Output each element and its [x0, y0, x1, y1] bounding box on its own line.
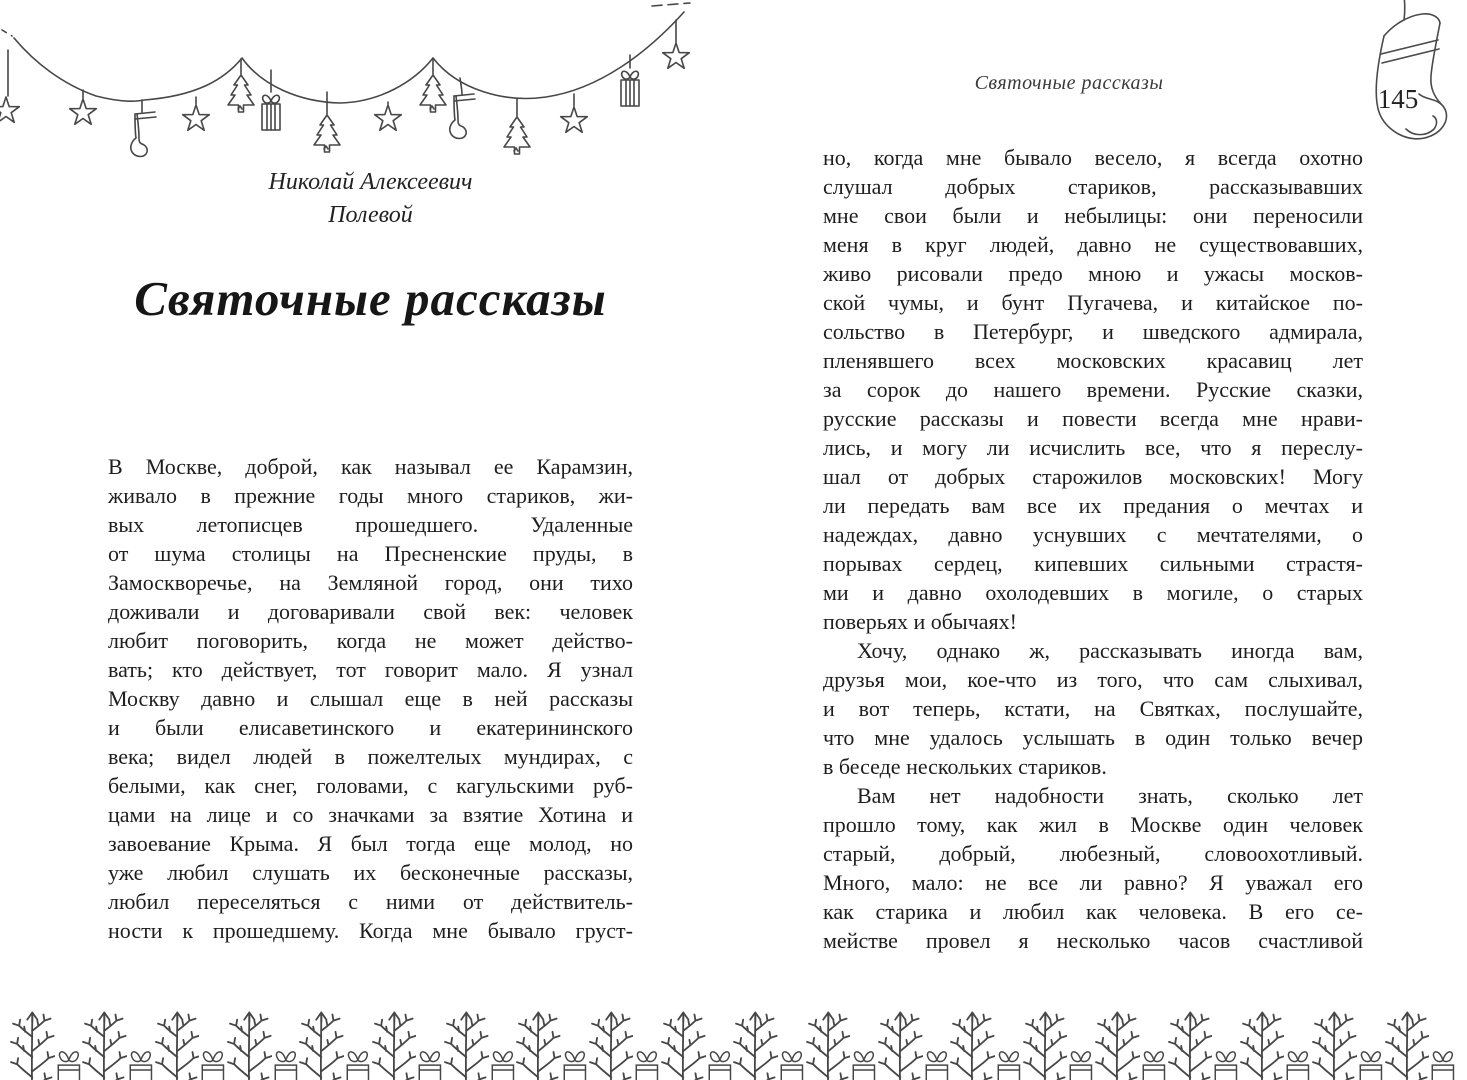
text-line: мействе провел я несколько часов счастливой — [823, 928, 1363, 953]
stocking-icon — [1404, 0, 1405, 20]
text-line: Москву давно и слышал еще в ней рассказы — [108, 686, 633, 711]
text-line: и вот теперь, кстати, на Святках, послушайте, — [823, 696, 1363, 721]
text-line: вых летописцев прошедшего. Удаленные — [108, 512, 633, 537]
left-page-text — [108, 452, 633, 945]
author-name — [108, 166, 633, 232]
text-line: как старика и любил как человека. В его се- — [823, 899, 1363, 924]
text-line: слушал добрых стариков, рассказывавших — [823, 174, 1363, 199]
twig-tree-icon — [589, 1004, 634, 1080]
text-line: Хочу, однако ж, рассказывать иногда вам, — [857, 638, 1363, 663]
twig-tree-icon — [155, 1004, 200, 1080]
text-line: живало в прежние годы много стариков, жи- — [108, 483, 633, 508]
twig-tree-icon — [661, 1004, 706, 1080]
gift-icon — [1284, 1046, 1312, 1080]
text-line: века; видел людей в пожелтелых мундирах, с — [108, 744, 633, 769]
text-line: что мне удалось услышать в один только вечер — [823, 725, 1363, 750]
text-line: ской чумы, и бунт Пугачева, и китайское по- — [823, 290, 1363, 315]
text-line: сольство в Петербург, и шведского адмирала, — [823, 319, 1363, 344]
text-line: друзья мои, кое-что из того, что сам слыхивал, — [823, 667, 1363, 692]
twig-tree-icon — [227, 1004, 272, 1080]
text-line: живо рисовали предо мною и ужасы москов- — [823, 261, 1363, 286]
twig-tree-icon — [444, 1004, 489, 1080]
text-line: любил переселяться с ними от действитель- — [108, 889, 633, 914]
text-line: лись, и могу ли исчислить все, что я переслу- — [823, 435, 1363, 460]
text-line: уже любил слушать их бесконечные рассказы, — [108, 860, 633, 885]
author-line: Николай Алексеевич — [268, 169, 473, 195]
text-line: в беседе нескольких стариков. — [823, 754, 1107, 779]
right-page-text — [823, 143, 1363, 955]
text-line: доживали и договаривали свой век: человек — [108, 599, 633, 624]
text-line: мне свои были и небылицы: они переносили — [823, 203, 1363, 228]
gift-icon — [272, 1046, 300, 1080]
text-line: пленявшего всех московских красавиц лет — [823, 348, 1363, 373]
gift-icon — [1212, 1046, 1240, 1080]
christmas-tree-icon — [314, 115, 340, 152]
gift-icon — [561, 1046, 589, 1080]
christmas-tree-icon — [504, 117, 530, 154]
gift-icon — [127, 1046, 155, 1080]
text-line: порывах сердец, кипевших сильными страстя- — [823, 551, 1363, 576]
text-line: за сорок до нашего времени. Русские сказки, — [823, 377, 1363, 402]
stocking-icon — [450, 94, 475, 139]
text-line: завоевание Крыма. Я был тогда еще молод, но — [108, 831, 633, 856]
gift-icon — [262, 95, 280, 130]
gift-icon — [1067, 1046, 1095, 1080]
gift-icon — [416, 1046, 444, 1080]
text-line: но, когда мне бывало весело, я всегда охотно — [823, 145, 1363, 170]
text-line: Вам нет надобности знать, сколько лет — [857, 783, 1363, 808]
text-line: ми и давно охолодевших в могиле, о старых — [823, 580, 1363, 605]
christmas-tree-icon — [228, 75, 254, 112]
twig-tree-icon — [1023, 1004, 1068, 1080]
twig-tree-icon — [372, 1004, 417, 1080]
text-line: меня в круг людей, давно не существовавших, — [823, 232, 1363, 257]
star-icon — [663, 43, 690, 68]
gift-icon — [995, 1046, 1023, 1080]
star-icon — [183, 105, 210, 130]
gift-icon — [344, 1046, 372, 1080]
stocking-icon — [131, 112, 156, 157]
text-line: поверьях и обычаях! — [823, 609, 1017, 634]
gift-icon — [923, 1046, 951, 1080]
text-line: белыми, как снег, головами, с кагульскими руб- — [108, 773, 633, 798]
gift-icon — [850, 1046, 878, 1080]
text-line: старый, добрый, любезный, словоохотливый. — [823, 841, 1363, 866]
paragraph — [823, 781, 1363, 955]
author-line: Полевой — [328, 202, 413, 228]
twig-tree-icon — [1240, 1004, 1285, 1080]
twig-tree-icon — [950, 1004, 995, 1080]
twig-tree-icon — [878, 1004, 923, 1080]
gift-icon — [1429, 1046, 1457, 1080]
text-line: русские рассказы и повести всегда мне нрави- — [823, 406, 1363, 431]
text-line: надеждах, давно уснувших с мечтателями, о — [823, 522, 1363, 547]
text-line: цами на лице и со значками за взятие Хотина и — [108, 802, 633, 827]
running-header: Святочные рассказы — [974, 72, 1164, 94]
page-title: Святочные рассказы — [134, 271, 607, 326]
star-icon — [70, 99, 97, 124]
gift-icon — [55, 1046, 83, 1080]
gift-icon — [621, 71, 639, 106]
text-line: ности к прошедшему. Когда мне бывало груст- — [108, 918, 633, 943]
text-line: от шума столицы на Пресненские пруды, в — [108, 541, 633, 566]
twig-tree-icon — [10, 1004, 55, 1080]
gift-icon — [706, 1046, 734, 1080]
twig-tree-icon — [806, 1004, 851, 1080]
star-icon — [0, 97, 19, 122]
page-number: 145 — [1377, 84, 1419, 114]
text-line: шал от добрых старожилов московских! Могу — [823, 464, 1363, 489]
paragraph — [823, 636, 1363, 781]
twig-tree-icon — [1312, 1004, 1357, 1080]
twig-tree-icon — [1095, 1004, 1140, 1080]
text-line: вать; кто действует, тот говорит мало. Я узнал — [108, 657, 633, 682]
paragraph — [823, 143, 1363, 636]
christmas-tree-icon — [420, 75, 446, 112]
twig-tree-icon — [1385, 1004, 1430, 1080]
twig-tree-icon — [733, 1004, 778, 1080]
gift-icon — [199, 1046, 227, 1080]
gift-icon — [778, 1046, 806, 1080]
twig-tree-icon — [516, 1004, 561, 1080]
garland-string — [14, 12, 684, 103]
gift-icon — [1140, 1046, 1168, 1080]
christmas-garland — [0, 0, 745, 172]
star-icon — [375, 105, 402, 130]
text-line: В Москве, доброй, как называл ее Карамзин, — [108, 454, 633, 479]
page-number-stocking — [1348, 0, 1466, 156]
text-line: Много, мало: не все ли равно? Я уважал его — [823, 870, 1363, 895]
bottom-border — [0, 1004, 1467, 1080]
star-icon — [561, 107, 588, 132]
gift-icon — [489, 1046, 517, 1080]
gift-icon — [1357, 1046, 1385, 1080]
text-line: и были елисаветинского и екатерининского — [108, 715, 633, 740]
text-line: Замоскворечье, на Земляной город, они тихо — [108, 570, 633, 595]
twig-tree-icon — [82, 1004, 127, 1080]
text-line: ли передать вам все их предания о мечтах и — [823, 493, 1363, 518]
text-line: любит поговорить, когда не может действо- — [108, 628, 633, 653]
twig-tree-icon — [299, 1004, 344, 1080]
gift-icon — [633, 1046, 661, 1080]
twig-tree-icon — [1168, 1004, 1213, 1080]
text-line: прошло тому, как жил в Москве один человек — [823, 812, 1363, 837]
